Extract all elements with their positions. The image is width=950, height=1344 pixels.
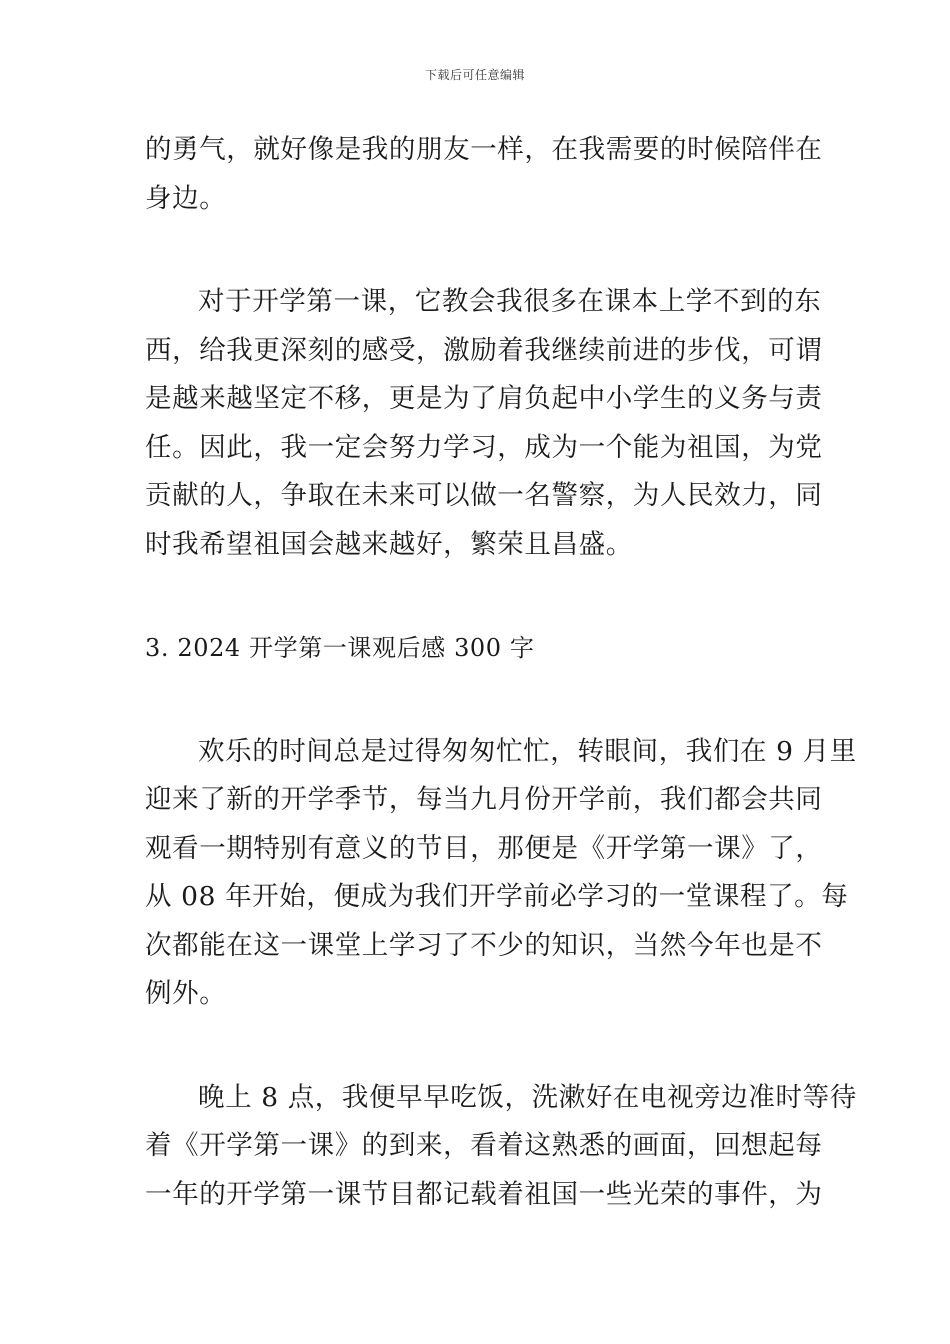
text-line: 对于开学第一课，它教会我很多在课本上学不到的东 <box>198 286 822 317</box>
paragraph <box>145 126 823 223</box>
paragraph <box>145 728 857 1019</box>
text-line: 任。因此，我一定会努力学习，成为一个能为祖国，为党 <box>145 431 823 463</box>
text-line: 从 08 年开始，便成为我们开学前必学习的一堂课程了。每 <box>145 881 849 912</box>
text-line: 着《开学第一课》的到来，看着这熟悉的画面，回想起每 <box>145 1130 823 1161</box>
text-line: 观看一期特别有意义的节目，那便是《开学第一课》了， <box>145 832 823 864</box>
text-line: 迎来了新的开学季节，每当九月份开学前，我们都会共同 <box>145 784 823 815</box>
text-line: 次都能在这一课堂上学习了不少的知识，当然今年也是不 <box>145 929 823 961</box>
section-heading <box>145 624 807 673</box>
text-line: 晚上 8 点，我便早早吃饭，洗漱好在电视旁边准时等待 <box>198 1081 857 1113</box>
paragraph <box>145 1074 857 1220</box>
heading-text: 3. 2024 开学第一课观后感 300 字 <box>145 634 535 662</box>
page-header: 下载后可任意编辑 <box>424 68 525 82</box>
text-line: 身边。 <box>145 182 227 214</box>
text-line: 例外。 <box>145 978 227 1009</box>
text-line: 贡献的人，争取在未来可以做一名警察，为人民效力，同 <box>145 480 823 511</box>
text-line: 时我希望祖国会越来越好，繁荣且昌盛。 <box>145 528 633 560</box>
text-line: 西，给我更深刻的感受，激励着我继续前进的步伐，可谓 <box>145 334 823 366</box>
paragraph <box>145 278 823 569</box>
text-line: 是越来越坚定不移，更是为了肩负起中小学生的义务与责 <box>145 383 823 414</box>
text-line: 的勇气，就好像是我的朋友一样，在我需要的时候陪伴在 <box>145 134 823 165</box>
text-line: 欢乐的时间总是过得匆匆忙忙，转眼间，我们在 9 月里 <box>198 735 857 767</box>
text-line: 一年的开学第一课节目都记载着祖国一些光荣的事件，为 <box>145 1178 823 1210</box>
document-body <box>145 126 857 1219</box>
